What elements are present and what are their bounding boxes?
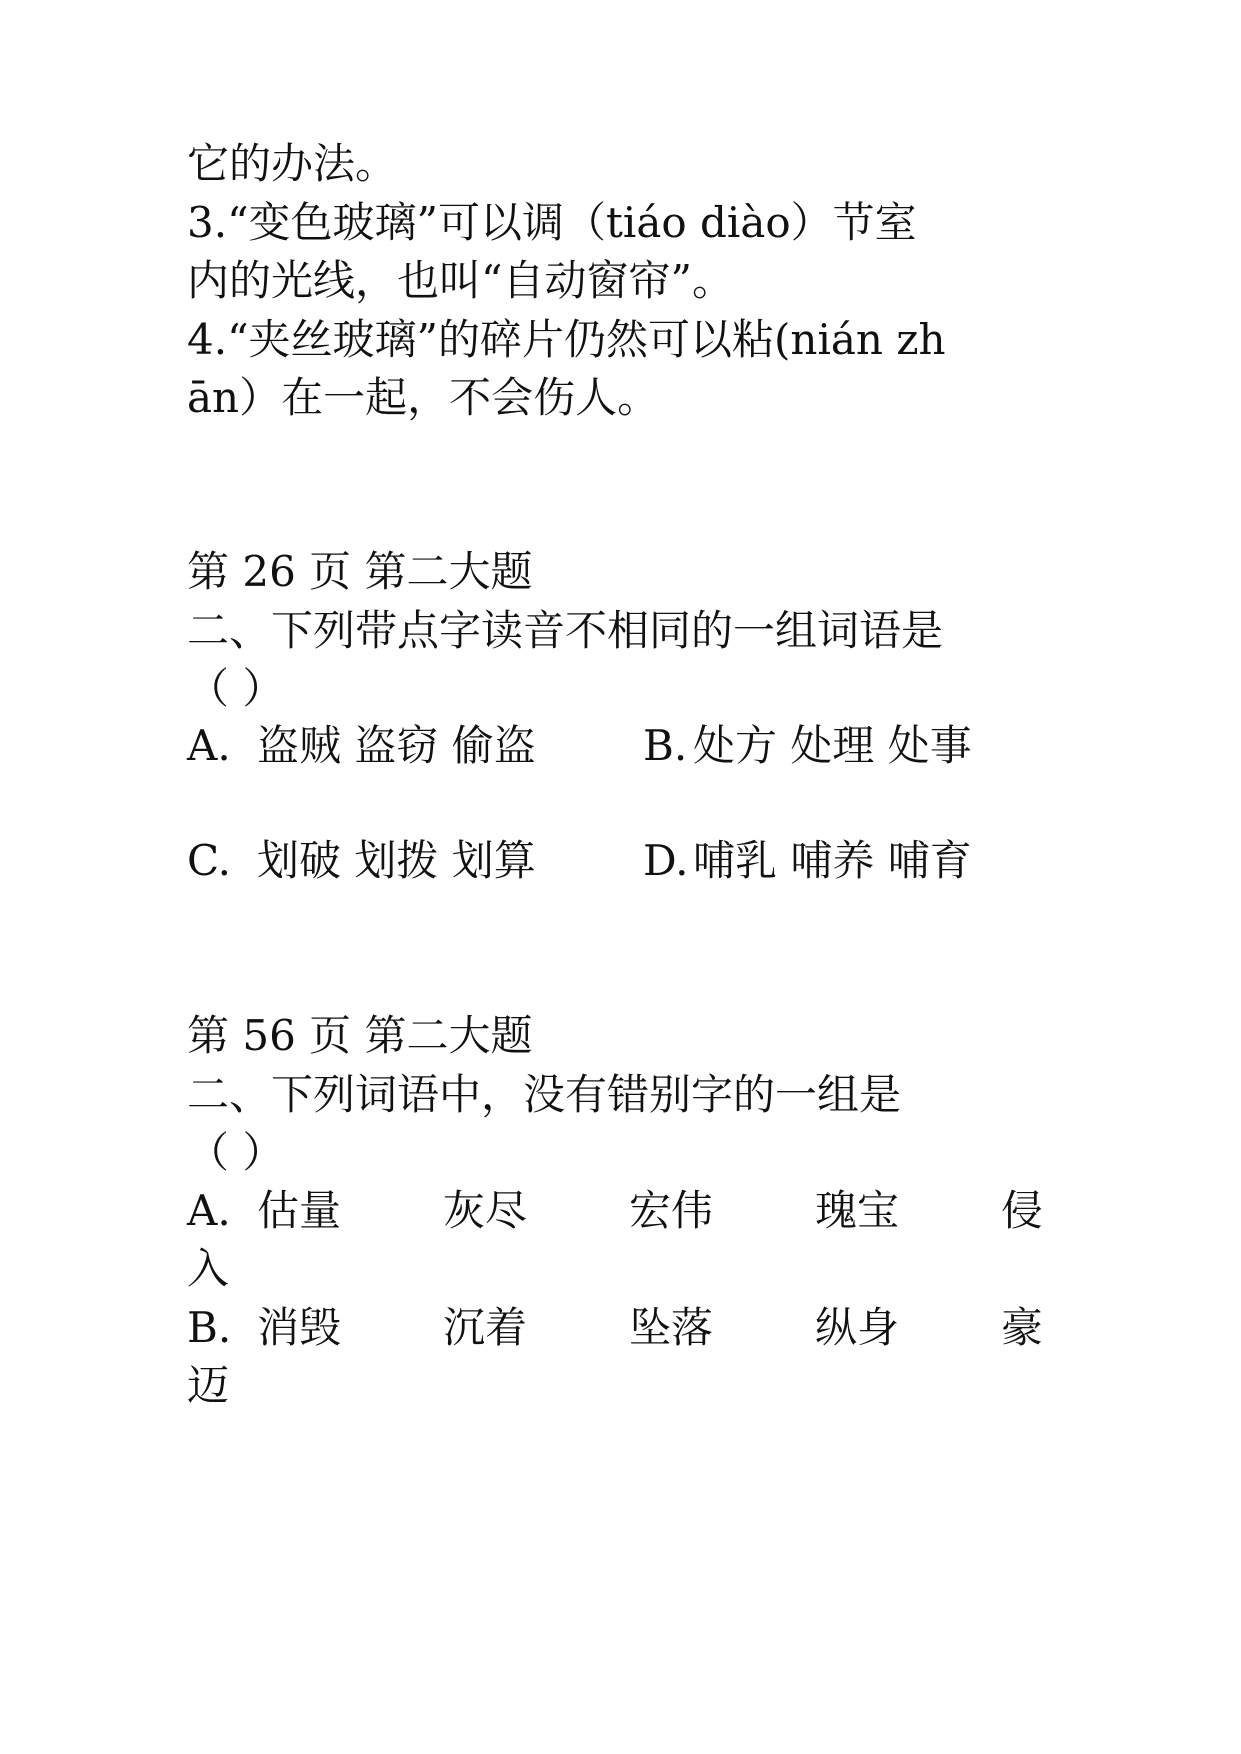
- option-c-words: 划破 划拨 划算: [257, 836, 536, 885]
- option-b-word: 沉着: [443, 1303, 528, 1352]
- option-a-word: 估量: [257, 1186, 342, 1235]
- option-d-label: D.: [643, 836, 689, 885]
- option-a-word: 瑰宝: [815, 1186, 900, 1235]
- option-b-label: B.: [187, 1303, 232, 1352]
- option-b-label: B.: [643, 721, 688, 770]
- answer-parentheses: （ ）: [187, 1128, 285, 1177]
- section-heading: 第 26 页 第二大题: [187, 547, 533, 596]
- question-text: 二、下列带点字读音不相同的一组词语是: [187, 606, 944, 655]
- option-d-words: 哺乳 哺养 哺育: [693, 836, 972, 885]
- answer-parentheses: （ ）: [187, 664, 285, 713]
- option-b-word: 纵身: [815, 1303, 900, 1352]
- text-line: ān）在一起，不会伤人。: [187, 373, 660, 422]
- text-line: 它的办法。: [187, 139, 398, 188]
- option-c-label: C.: [187, 836, 231, 885]
- option-a-word: 灰尽: [443, 1186, 528, 1235]
- option-wrap: 入: [187, 1244, 230, 1293]
- question-text: 二、下列词语中，没有错别字的一组是: [187, 1070, 902, 1119]
- option-a-label: A.: [187, 1186, 231, 1235]
- option-a-words: 盗贼 盗窃 偷盗: [257, 721, 536, 770]
- option-b-word: 豪: [1001, 1303, 1044, 1352]
- text-line: 3.“变色玻璃”可以调（tiáo diào）节室: [187, 198, 917, 247]
- option-wrap: 迈: [187, 1361, 230, 1410]
- text-line: 4.“夹丝玻璃”的碎片仍然可以粘(nián zh: [187, 315, 946, 364]
- option-b-word: 坠落: [629, 1303, 714, 1352]
- option-a-label: A.: [187, 721, 231, 770]
- option-b-words: 处方 处理 处事: [693, 721, 972, 770]
- option-a-word: 宏伟: [629, 1186, 714, 1235]
- text-line: 内的光线，也叫“自动窗帘”。: [187, 256, 734, 305]
- section-heading: 第 56 页 第二大题: [187, 1011, 533, 1060]
- option-a-word: 侵: [1001, 1186, 1044, 1235]
- option-b-word: 消毁: [257, 1303, 342, 1352]
